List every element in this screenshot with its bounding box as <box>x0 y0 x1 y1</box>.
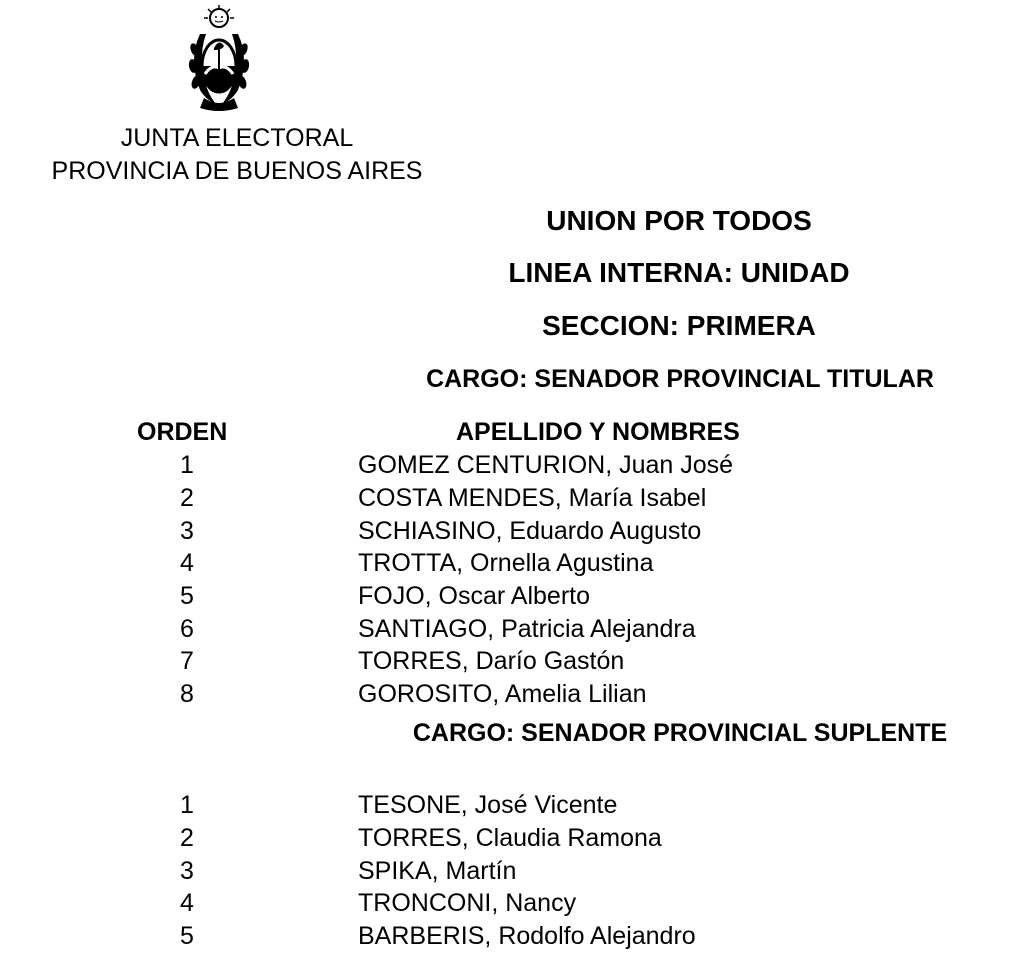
party-name: UNION POR TODOS <box>546 205 812 236</box>
candidate-order: 7 <box>180 647 194 675</box>
candidate-name: SCHIASINO, Eduardo Augusto <box>358 517 702 545</box>
candidate-row <box>0 888 1024 920</box>
candidate-order: 3 <box>180 857 194 885</box>
candidate-order: 6 <box>180 615 194 643</box>
candidate-row <box>0 516 1024 548</box>
shield-icon <box>202 40 236 92</box>
candidate-order: 4 <box>180 889 194 917</box>
candidate-name: TROTTA, Ornella Agustina <box>358 549 654 577</box>
authority-province: PROVINCIA DE BUENOS AIRES <box>51 157 423 185</box>
candidate-name: TRONCONI, Nancy <box>358 889 577 917</box>
candidate-order: 4 <box>180 549 194 577</box>
column-header-order: ORDEN <box>137 418 228 446</box>
sun-icon <box>204 5 234 27</box>
candidate-order: 3 <box>180 517 194 545</box>
candidate-name: BARBERIS, Rodolfo Alejandro <box>358 922 696 950</box>
candidate-order: 1 <box>180 451 194 479</box>
candidate-row <box>0 823 1024 855</box>
cargo-titular-heading: CARGO: SENADOR PROVINCIAL TITULAR <box>426 365 934 393</box>
electoral-section: SECCION: PRIMERA <box>542 310 816 341</box>
candidate-row <box>0 614 1024 646</box>
candidate-row <box>0 450 1024 482</box>
candidate-name: SPIKA, Martín <box>358 857 517 885</box>
candidate-order: 5 <box>180 922 194 950</box>
candidate-name: GOROSITO, Amelia Lilian <box>358 680 647 708</box>
candidate-order: 2 <box>180 484 194 512</box>
internal-line: LINEA INTERNA: UNIDAD <box>508 257 850 288</box>
candidate-name: TORRES, Darío Gastón <box>358 647 625 675</box>
candidate-name: FOJO, Oscar Alberto <box>358 582 591 610</box>
candidate-row <box>0 581 1024 613</box>
candidate-row <box>0 679 1024 711</box>
candidate-name: GOMEZ CENTURION, Juan José <box>358 451 734 479</box>
candidate-row <box>0 646 1024 678</box>
candidate-row <box>0 856 1024 888</box>
candidate-row <box>0 790 1024 822</box>
candidate-name: TORRES, Claudia Ramona <box>358 824 662 852</box>
cargo-suplente-heading: CARGO: SENADOR PROVINCIAL SUPLENTE <box>412 719 948 747</box>
candidate-order: 1 <box>180 791 194 819</box>
candidate-name: TESONE, José Vicente <box>358 791 618 819</box>
candidate-row <box>0 548 1024 580</box>
candidate-order: 8 <box>180 680 194 708</box>
candidate-order: 5 <box>180 582 194 610</box>
candidate-name: COSTA MENDES, María Isabel <box>358 484 707 512</box>
authority-name: JUNTA ELECTORAL <box>120 124 354 152</box>
candidate-row <box>0 483 1024 515</box>
candidate-row <box>0 921 1024 953</box>
candidate-name: SANTIAGO, Patricia Alejandra <box>358 615 696 643</box>
column-header-names: APELLIDO Y NOMBRES <box>456 418 740 446</box>
candidate-order: 2 <box>180 824 194 852</box>
coat-of-arms-icon <box>186 4 252 112</box>
